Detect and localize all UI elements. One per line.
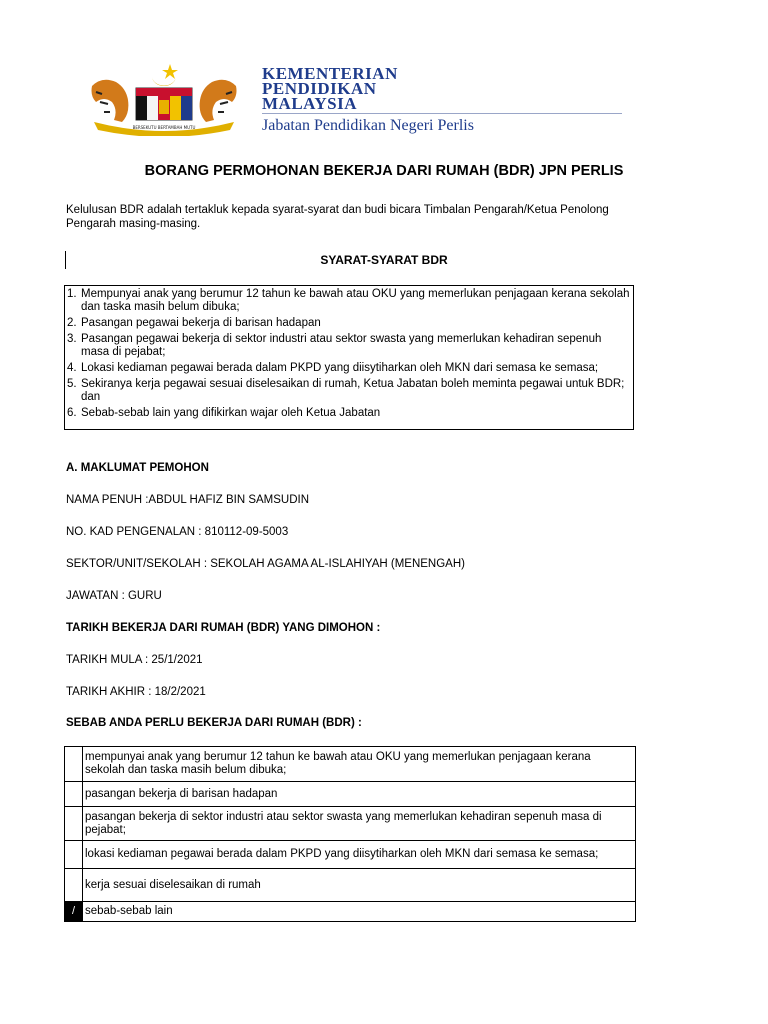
reason-text: lokasi kediaman pegawai berada dalam PKPD yang diisytiharkan oleh MKN dari semasa ke semasa; (83, 841, 636, 869)
reasons-section-title: SEBAB ANDA PERLU BEKERJA DARI RUMAH (BDR) : (66, 717, 362, 729)
reason-checkbox[interactable]: / (65, 902, 83, 922)
department-name: Jabatan Pendidikan Negeri Perlis (262, 117, 474, 134)
header-divider (262, 113, 622, 114)
reason-checkbox[interactable] (65, 782, 83, 807)
requirement-item (67, 362, 631, 375)
requirement-item (67, 378, 631, 404)
requirement-item (67, 333, 631, 359)
reason-row (65, 841, 636, 869)
reason-text: kerja sesuai diselesaikan di rumah (83, 869, 636, 902)
applicant-position-field[interactable]: JAWATAN : GURU (66, 590, 162, 602)
start-date-field[interactable]: TARIKH MULA : 25/1/2021 (66, 654, 203, 666)
ministry-name-block (262, 66, 474, 135)
reason-row (65, 869, 636, 902)
malaysia-coat-of-arms-icon (74, 62, 254, 136)
reason-text: sebab-sebab lain (83, 902, 636, 922)
form-title: BORANG PERMOHONAN BEKERJA DARI RUMAH (BDR) JPN PERLIS (144, 163, 624, 179)
reason-checkbox[interactable] (65, 747, 83, 782)
reason-row (65, 782, 636, 807)
reason-text: pasangan bekerja di barisan hadapan (83, 782, 636, 807)
requirements-box (64, 285, 634, 430)
applicant-sector-field[interactable]: SEKTOR/UNIT/SEKOLAH : SEKOLAH AGAMA AL-ISLAHIYAH (MENENGAH) (66, 558, 465, 570)
requirement-item (67, 407, 631, 420)
applicant-name-field[interactable]: NAMA PENUH :ABDUL HAFIZ BIN SAMSUDIN (66, 494, 310, 506)
requirement-number: 2. (67, 317, 77, 329)
reason-checkbox[interactable] (65, 841, 83, 869)
svg-text:BERSEKUTU BERTAMBAH MUTU: BERSEKUTU BERTAMBAH MUTU (132, 125, 196, 130)
requirement-number: 6. (67, 407, 77, 419)
reasons-table (64, 746, 636, 922)
requirement-text: Sebab-sebab lain yang difikirkan wajar oleh Ketua Jabatan (81, 407, 381, 419)
requirement-text: Sekiranya kerja pegawai sesuai diselesaikan di rumah, Ketua Jabatan boleh meminta pegawai untuk BDR; dan (81, 378, 625, 403)
requirement-text: Pasangan pegawai bekerja di sektor industri atau sektor swasta yang memerlukan kehadiran sepenuh masa di pejabat; (81, 333, 602, 358)
reason-row (65, 902, 636, 922)
requirement-text: Mempunyai anak yang berumur 12 tahun ke bawah atau OKU yang memerlukan penjagaan kerana sekolah dan taska masih belum dibuka; (81, 288, 630, 313)
reason-row (65, 807, 636, 841)
requirement-text: Lokasi kediaman pegawai berada dalam PKPD yang diisytiharkan oleh MKN dari semasa ke semasa; (81, 362, 599, 374)
requirement-number: 1. (67, 288, 77, 300)
requirements-title: SYARAT-SYARAT BDR (320, 253, 448, 267)
applicant-section-title: A. MAKLUMAT PEMOHON (66, 462, 209, 474)
requirement-item (67, 288, 631, 314)
ministry-line-1: KEMENTERIAN (262, 64, 398, 83)
applicant-ic-field[interactable]: NO. KAD PENGENALAN : 810112-09-5003 (66, 526, 289, 538)
reason-checkbox[interactable] (65, 807, 83, 841)
reason-checkbox[interactable] (65, 869, 83, 902)
reason-text: pasangan bekerja di sektor industri atau sektor swasta yang memerlukan kehadiran sepenuh masa di pejabat; (83, 807, 636, 841)
reason-row (65, 747, 636, 782)
requirement-number: 3. (67, 333, 77, 345)
dates-section-title: TARIKH BEKERJA DARI RUMAH (BDR) YANG DIMOHON : (66, 622, 381, 634)
intro-text: Kelulusan BDR adalah tertakluk kepada syarat-syarat dan budi bicara Timbalan Pengarah/Ketua Penolong Pengarah masing-masing. (66, 204, 609, 230)
ministry-line-3: MALAYSIA (262, 94, 358, 113)
ministry-line-2: PENDIDIKAN (262, 79, 377, 98)
requirement-text: Pasangan pegawai bekerja di barisan hadapan (81, 317, 321, 329)
requirement-item (67, 317, 631, 330)
reason-text: mempunyai anak yang berumur 12 tahun ke bawah atau OKU yang memerlukan penjagaan kerana sekolah dan taska masih belum dibuka; (83, 747, 636, 782)
requirement-number: 5. (67, 378, 77, 390)
ministry-crest (74, 62, 254, 136)
end-date-field[interactable]: TARIKH AKHIR : 18/2/2021 (66, 686, 206, 698)
requirement-number: 4. (67, 362, 77, 374)
